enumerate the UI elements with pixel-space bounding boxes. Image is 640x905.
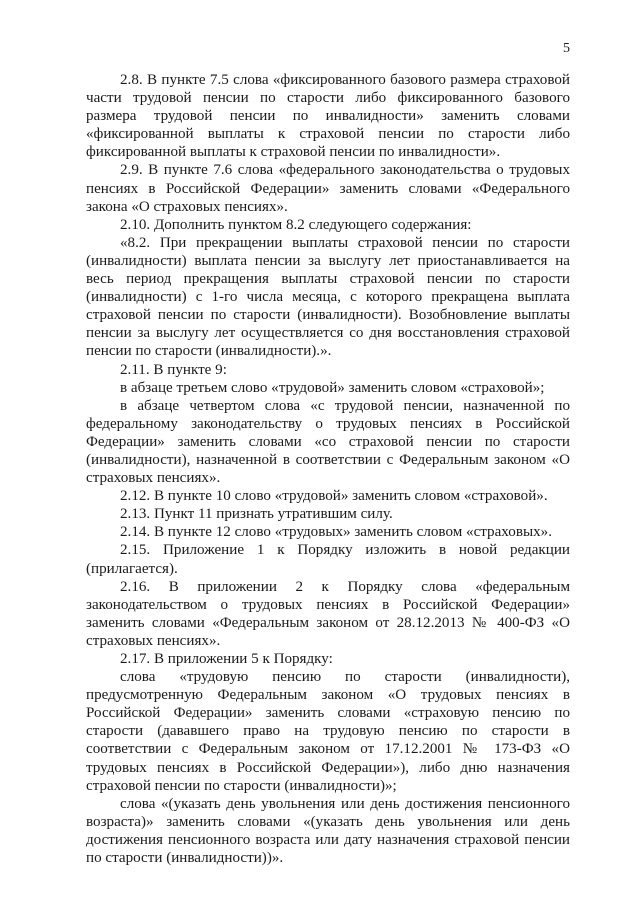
paragraph-8-2-text: «8.2. При прекращении выплаты страховой пенсии по старости (инвалидности) выплата пенсии за выслугу лет приостанавливается на весь период прекращения выплаты страховой пенсии по старости (инвалидности) с 1-го числа месяца, с которого прекращена выплата страховой пенсии по старости (инвалидности). Возобновление выплаты пенсии за выслугу лет осуществляется со дня восстановления страховой пенсии по старости (инвалидности).».	[86, 234, 570, 360]
paragraph-2-17-second-words: слова «(указать день увольнения или день достижения пенсионного возраста)» заменить словами «(указать день увольнения или день достижения пенсионного возраста или дату назначения страховой пенсии по старости (инвалидности))».	[86, 795, 570, 867]
paragraph-2-11-abzac-4: в абзаце четвертом слова «с трудовой пенсии, назначенной по федеральному законодательству о трудовых пенсиях в Российской Федерации» заменить словами «со страховой пенсии по старости (инвалидности), назначенной в соответствии с Федеральным законом «О страховых пенсиях».	[86, 397, 570, 487]
paragraph-2-12: 2.12. В пункте 10 слово «трудовой» заменить словом «страховой».	[120, 488, 548, 505]
paragraph-2-16: 2.16. В приложении 2 к Порядку слова «федеральным законодательством о трудовых пенсиях в Российской Федерации» заменить словами «Федеральным законом от 28.12.2013 № 400-ФЗ «О страховых пенсиях».	[86, 578, 570, 649]
paragraph-2-15: 2.15. Приложение 1 к Порядку изложить в новой редакции (прилагается).	[86, 542, 570, 577]
paragraph-2-14: 2.14. В пункте 12 слово «трудовых» заменить словом «страховых».	[120, 524, 552, 541]
paragraph-2-9: 2.9. В пункте 7.6 слова «федерального законодательства о трудовых пенсиях в Российской Федерации» заменить словами «Федерального закона «О страховых пенсиях».	[86, 162, 570, 215]
paragraph-2-11-abzac-3: в абзаце третьем слово «трудовой» заменить словом «страховой»;	[120, 379, 545, 396]
page-number: 5	[563, 41, 570, 56]
paragraph-2-13: 2.13. Пункт 11 признать утратившим силу.	[120, 506, 393, 523]
paragraph-2-17-first-words: слова «трудовую пенсию по старости (инвалидности), предусмотренную Федеральным законом «О трудовых пенсиях в Российской Федерации» заменить словами «страховую пенсию по старости (дававшего право на трудовую пенсию по старости в соответствии с Федеральным законом от 17.12.2001 № 173-ФЗ «О трудовых пенсиях в Российской Федерации»), либо дню назначения страховой пенсии по старости (инвалидности)»;	[86, 669, 570, 794]
paragraph-2-11: 2.11. В пункте 9:	[120, 361, 227, 378]
paragraph-2-10: 2.10. Дополнить пунктом 8.2 следующего содержания:	[120, 216, 472, 233]
document-body	[86, 71, 570, 867]
paragraph-2-8: 2.8. В пункте 7.5 слова «фиксированного базового размера страховой части трудовой пенсии по старости либо фиксированного базового размера трудовой пенсии по инвалидности» заменить словами «фиксированной выплаты к страховой пенсии по старости либо фиксированной выплаты к страховой пенсии по инвалидности».	[86, 72, 570, 161]
paragraph-2-17: 2.17. В приложении 5 к Порядку:	[120, 651, 333, 667]
